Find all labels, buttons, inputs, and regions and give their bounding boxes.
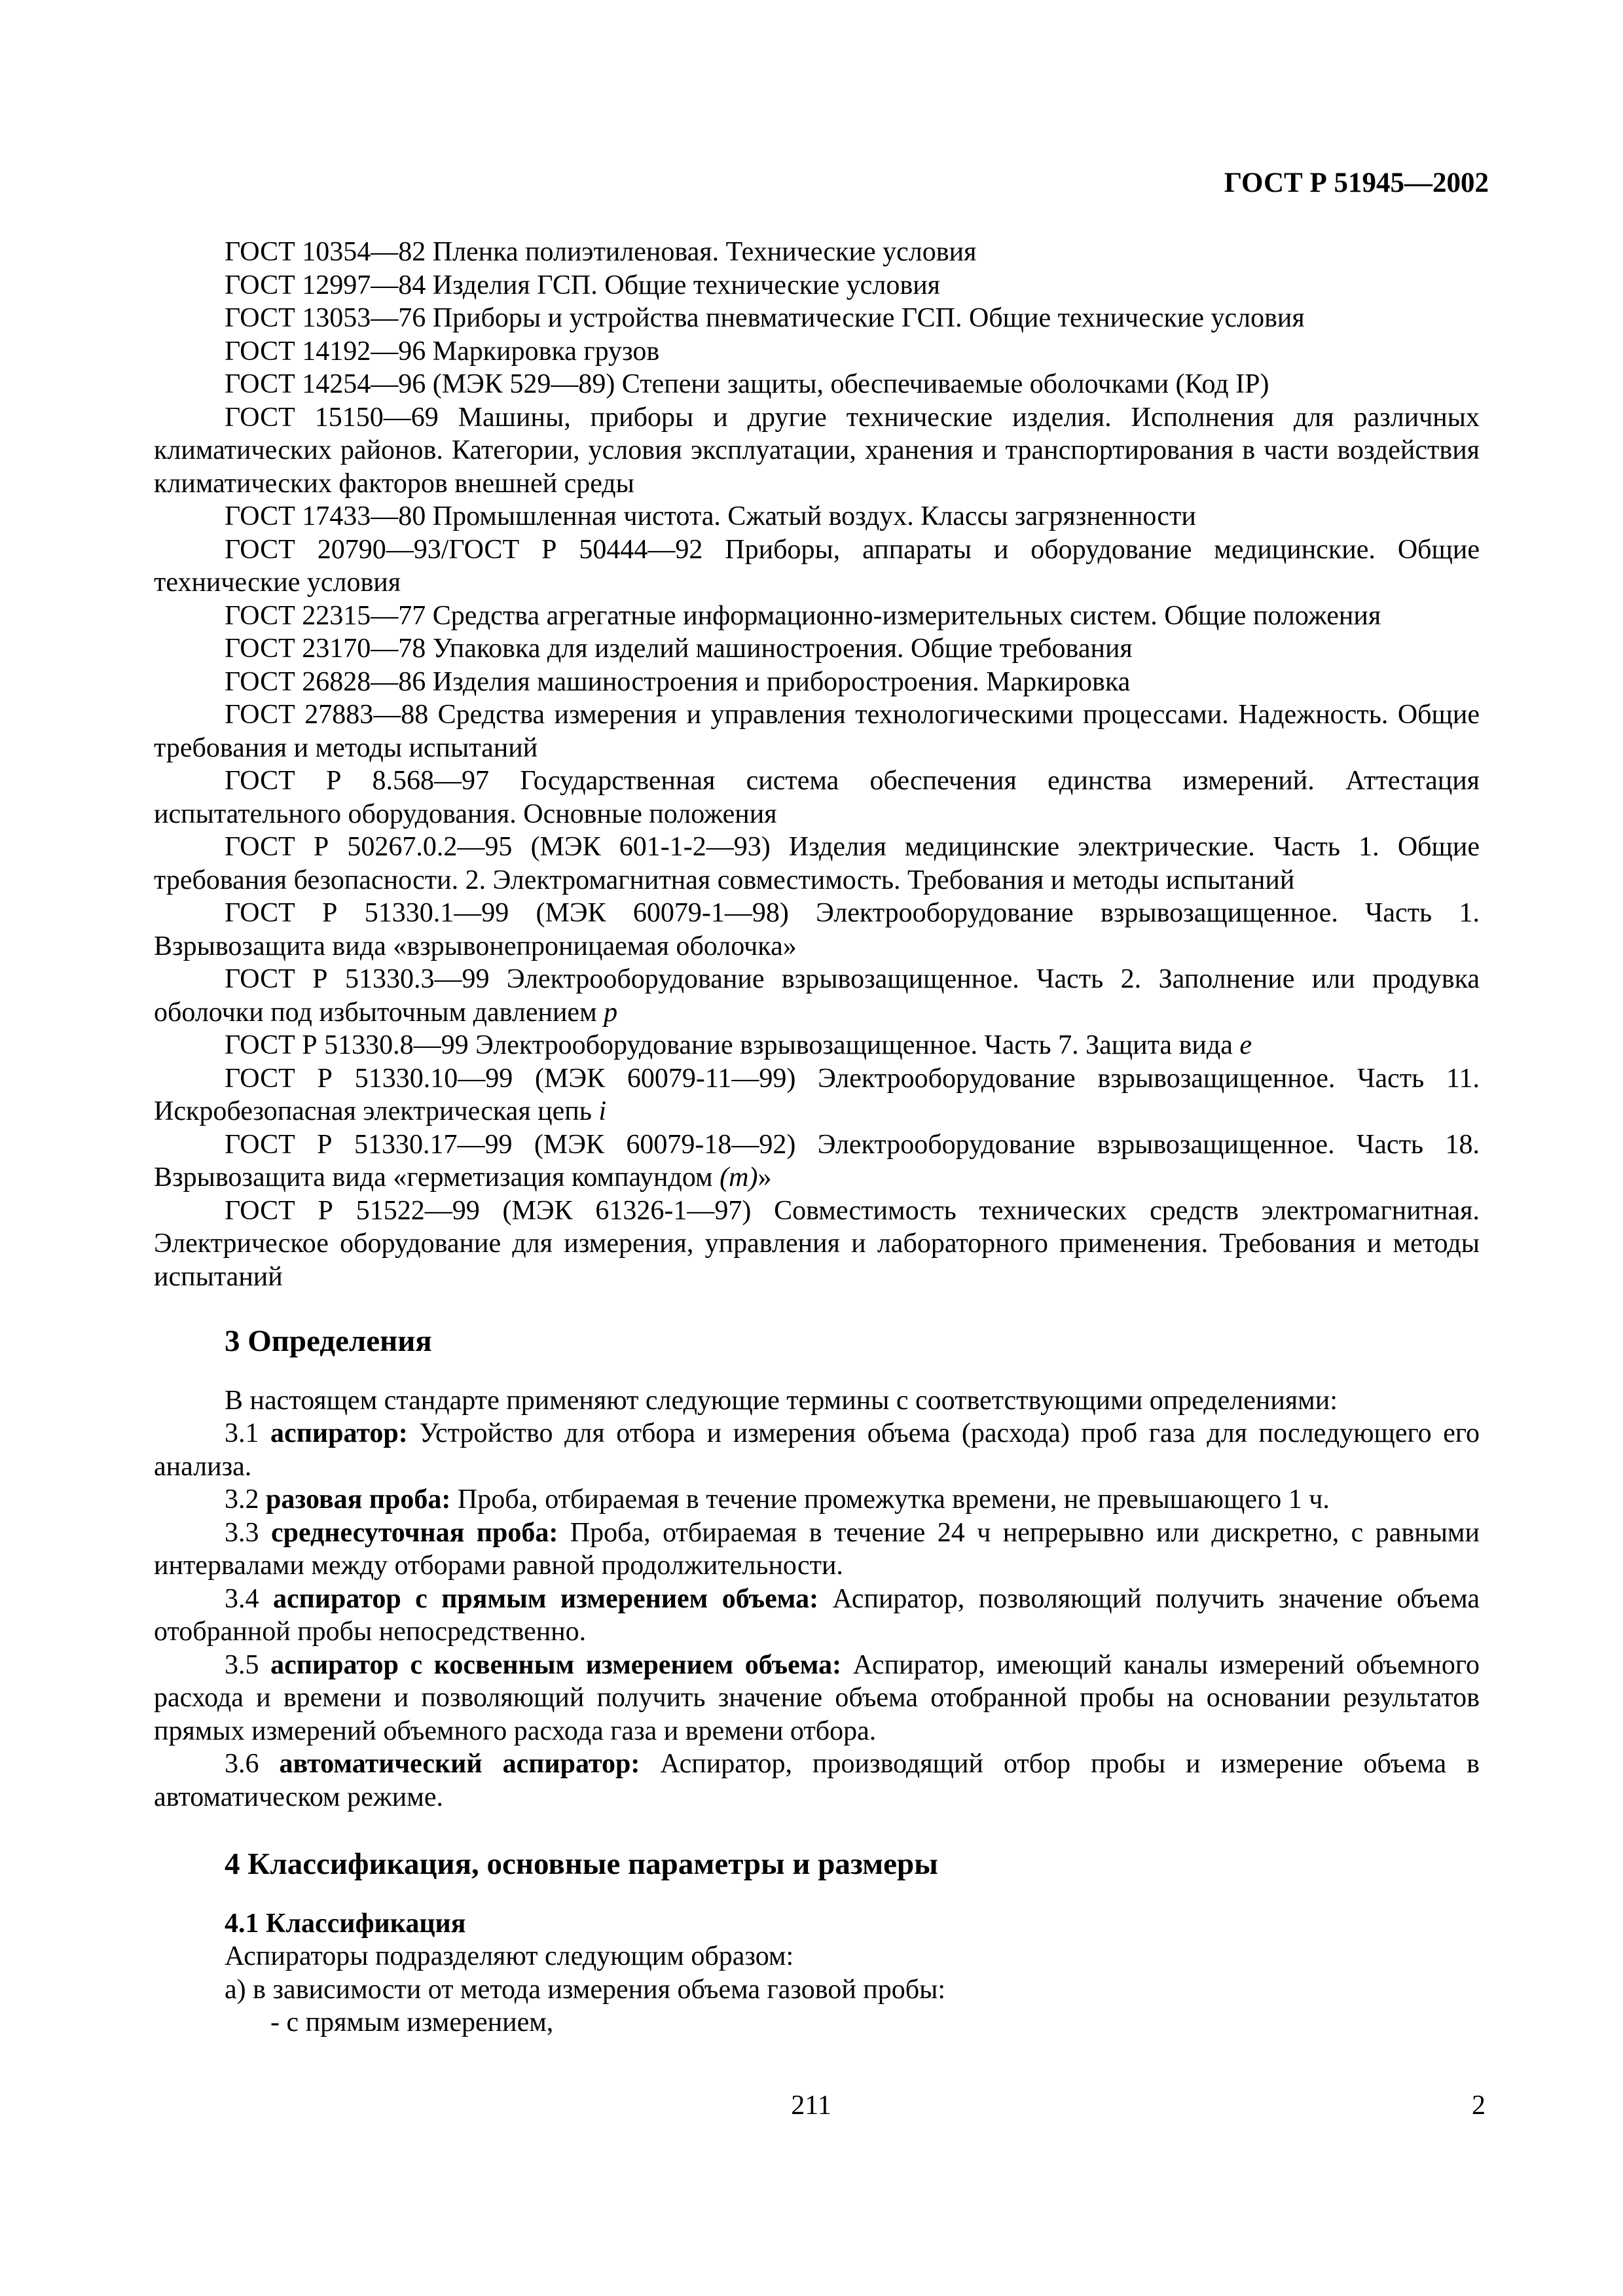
reference-item: ГОСТ 12997—84 Изделия ГСП. Общие технические условия — [225, 270, 941, 300]
document-header: ГОСТ Р 51945—2002 — [1224, 168, 1489, 198]
definition-item: 3.6 автоматический аспиратор: Аспиратор, производящий отбор пробы и измерение объема в автоматическом режиме. — [154, 1749, 1480, 1812]
page-number-center: 211 — [791, 2090, 831, 2121]
reference-item: ГОСТ Р 51330.1—99 (МЭК 60079-1—98) Электрооборудование взрывозащищенное. Часть 1. Взрывозащита вида «взрывонепроницаемая оболочка» — [154, 898, 1480, 961]
reference-item: ГОСТ 10354—82 Пленка полиэтиленовая. Технические условия — [225, 237, 977, 267]
reference-item: ГОСТ 20790—93/ГОСТ Р 50444—92 Приборы, аппараты и оборудование медицинские. Общие технические условия — [154, 534, 1480, 598]
reference-item: ГОСТ Р 51330.8—99 Электрооборудование взрывозащищенное. Часть 7. Защита вида e — [225, 1030, 1252, 1060]
reference-item: ГОСТ Р 51330.3—99 Электрооборудование взрывозащищенное. Часть 2. Заполнение или продувка оболочки под избыточным давлением p — [154, 964, 1480, 1028]
reference-item: ГОСТ Р 51330.10—99 (МЭК 60079-11—99) Электрооборудование взрывозащищенное. Часть 11. Искробезопасная электрическая цепь i — [154, 1063, 1480, 1126]
definition-item: 3.1 аспиратор: Устройство для отбора и измерения объема (расхода) проб газа для последующего его анализа. — [154, 1418, 1480, 1482]
section-title-classification: 4 Классификация, основные параметры и размеры — [225, 1847, 938, 1881]
reference-item: ГОСТ Р 50267.0.2—95 (МЭК 601-1-2—93) Изделия медицинские электрические. Часть 1. Общие требования безопасности. 2. Электромагнитная совместимость. Требования и методы испытаний — [154, 832, 1480, 895]
reference-item: ГОСТ Р 51330.17—99 (МЭК 60079-18—92) Электрооборудование взрывозащищенное. Часть 18. Взрывозащита вида «герметизация компаундом (m)» — [154, 1129, 1480, 1193]
section-title-definitions: 3 Определения — [225, 1324, 432, 1358]
page-number-right: 2 — [1472, 2090, 1486, 2121]
list-item: - с прямым измерением, — [270, 2007, 554, 2037]
reference-item: ГОСТ 13053—76 Приборы и устройства пневматические ГСП. Общие технические условия — [225, 303, 1305, 333]
reference-item: ГОСТ 15150—69 Машины, приборы и другие технические изделия. Исполнения для различных климатических районов. Категории, условия эксплуатации, хранения и транспортирования в части воздействия климатических факторов внешней среды — [154, 402, 1480, 499]
reference-item: ГОСТ 14192—96 Маркировка грузов — [225, 336, 660, 367]
reference-item: ГОСТ 22315—77 Средства агрегатные информационно-измерительных систем. Общие положения — [225, 600, 1381, 631]
reference-item: ГОСТ 23170—78 Упаковка для изделий машиностроения. Общие требования — [225, 634, 1133, 664]
subsection-title: 4.1 Классификация — [225, 1908, 466, 1939]
definition-item: 3.4 аспиратор с прямым измерением объема: Аспиратор, позволяющий получить значение объема отобранной пробы непосредственно. — [154, 1583, 1480, 1647]
definitions-intro: В настоящем стандарте применяют следующие термины с соответствующими определениями: — [225, 1385, 1338, 1416]
reference-item: ГОСТ Р 8.568—97 Государственная система обеспечения единства измерений. Аттестация испытательного оборудования. Основные положения — [154, 766, 1480, 829]
classification-text: Аспираторы подразделяют следующим образом: — [225, 1941, 794, 1971]
document-body — [154, 236, 1480, 2039]
reference-item: ГОСТ 14254—96 (МЭК 529—89) Степени защиты, обеспечиваемые оболочками (Код IP) — [225, 369, 1269, 399]
reference-item: ГОСТ Р 51522—99 (МЭК 61326-1—97) Совместимость технических средств электромагнитная. Электрическое оборудование для измерения, управления и лабораторного применения. Требования и методы испытаний — [154, 1195, 1480, 1292]
reference-item: ГОСТ 17433—80 Промышленная чистота. Сжатый воздух. Классы загрязненности — [225, 501, 1196, 531]
definition-item: 3.5 аспиратор с косвенным измерением объема: Аспиратор, имеющий каналы измерений объемного расхода и времени и позволяющий получить значение объема отобранной пробы на основании результатов прямых измерений объемного расхода газа и времени отбора. — [154, 1649, 1480, 1746]
reference-item: ГОСТ 27883—88 Средства измерения и управления технологическими процессами. Надежность. Общие требования и методы испытаний — [154, 700, 1480, 763]
definition-item: 3.2 разовая проба: Проба, отбираемая в течение промежутка времени, не превышающего 1 ч. — [225, 1484, 1330, 1515]
reference-item: ГОСТ 26828—86 Изделия машиностроения и приборостроения. Маркировка — [225, 666, 1131, 697]
classification-text: а) в зависимости от метода измерения объема газовой пробы: — [225, 1974, 946, 2005]
definition-item: 3.3 среднесуточная проба: Проба, отбираемая в течение 24 ч непрерывно или дискретно, с равными интервалами между отборами равной продолжительности. — [154, 1517, 1480, 1581]
